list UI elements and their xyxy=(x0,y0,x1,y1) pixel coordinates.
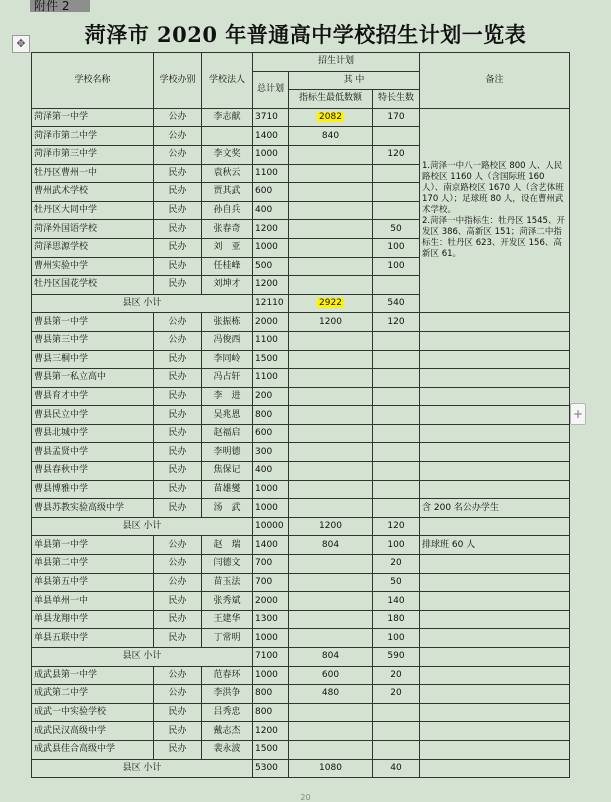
legal-person-cell: 孙自兵 xyxy=(202,201,253,220)
total-plan-cell: 1100 xyxy=(253,369,289,388)
school-name-cell: 菏泽第一中学 xyxy=(32,108,154,127)
notes-cell xyxy=(420,350,570,369)
school-name-cell: 曹县民立中学 xyxy=(32,406,154,425)
legal-person-cell: 李文奖 xyxy=(202,145,253,164)
total-plan-cell: 600 xyxy=(253,424,289,443)
notes-cell xyxy=(420,387,570,406)
legal-person-cell: 赵 瑞 xyxy=(202,536,253,555)
specialty-cell: 540 xyxy=(373,294,420,313)
quota-cell xyxy=(289,740,373,759)
quota-cell xyxy=(289,164,373,183)
notes-cell xyxy=(420,480,570,499)
school-name-cell: 菏泽思源学校 xyxy=(32,238,154,257)
school-name-cell: 曹县育才中学 xyxy=(32,387,154,406)
total-plan-cell: 1500 xyxy=(253,350,289,369)
attachment-label: 附件 2 xyxy=(30,0,90,12)
specialty-cell: 120 xyxy=(373,313,420,332)
school-type-cell: 公办 xyxy=(154,108,202,127)
school-type-cell: 民办 xyxy=(154,164,202,183)
legal-person-cell: 贾其武 xyxy=(202,183,253,202)
notes-cell: 排球班 60 人 xyxy=(420,536,570,555)
total-plan-cell: 1100 xyxy=(253,164,289,183)
school-name-cell: 成武一中实验学校 xyxy=(32,703,154,722)
specialty-cell xyxy=(373,443,420,462)
notes-cell xyxy=(420,313,570,332)
legal-person-cell: 戴志杰 xyxy=(202,722,253,741)
specialty-cell: 140 xyxy=(373,592,420,611)
total-plan-cell: 1500 xyxy=(253,740,289,759)
school-name-cell: 曹县春秋中学 xyxy=(32,462,154,481)
legal-person-cell: 苗玉法 xyxy=(202,573,253,592)
school-type-cell: 民办 xyxy=(154,740,202,759)
total-plan-cell: 300 xyxy=(253,443,289,462)
total-plan-cell: 1100 xyxy=(253,331,289,350)
specialty-cell: 100 xyxy=(373,536,420,555)
school-type-cell: 公办 xyxy=(154,145,202,164)
school-name-cell: 牡丹区国花学校 xyxy=(32,276,154,295)
specialty-cell xyxy=(373,424,420,443)
school-name-cell: 成武第二中学 xyxy=(32,685,154,704)
school-type-cell: 民办 xyxy=(154,183,202,202)
school-name-cell: 菏泽市第二中学 xyxy=(32,127,154,146)
school-name-cell: 曹县北城中学 xyxy=(32,424,154,443)
subtotal-label: 县区 小计 xyxy=(32,517,253,536)
school-name-cell: 曹县第一中学 xyxy=(32,313,154,332)
table-row xyxy=(32,703,570,722)
subtotal-label: 县区 小计 xyxy=(32,294,253,313)
header-specialty: 特长生数 xyxy=(373,90,420,109)
quota-cell: 600 xyxy=(289,666,373,685)
legal-person-cell: 张秀斌 xyxy=(202,592,253,611)
legal-person-cell: 闫德文 xyxy=(202,555,253,574)
school-type-cell: 民办 xyxy=(154,592,202,611)
legal-person-cell: 张振栋 xyxy=(202,313,253,332)
legal-person-cell: 吕秀忠 xyxy=(202,703,253,722)
school-type-cell: 民办 xyxy=(154,722,202,741)
legal-person-cell: 丁常明 xyxy=(202,629,253,648)
school-type-cell: 民办 xyxy=(154,443,202,462)
specialty-cell: 100 xyxy=(373,238,420,257)
school-type-cell: 公办 xyxy=(154,573,202,592)
notes-cell xyxy=(420,740,570,759)
notes-cell xyxy=(420,592,570,611)
specialty-cell: 20 xyxy=(373,685,420,704)
legal-person-cell: 王建华 xyxy=(202,610,253,629)
header-legal-person: 学校法人 xyxy=(202,53,253,109)
total-plan-cell: 800 xyxy=(253,406,289,425)
notes-cell xyxy=(420,629,570,648)
school-type-cell: 民办 xyxy=(154,499,202,518)
quota-cell: 2082 xyxy=(289,108,373,127)
school-type-cell: 民办 xyxy=(154,238,202,257)
table-row xyxy=(32,331,570,350)
legal-person-cell: 张春奇 xyxy=(202,220,253,239)
table-row xyxy=(32,740,570,759)
subtotal-row xyxy=(32,648,570,667)
add-column-icon[interactable]: + xyxy=(570,403,586,425)
school-type-cell: 公办 xyxy=(154,536,202,555)
notes-cell xyxy=(420,517,570,536)
specialty-cell xyxy=(373,201,420,220)
school-type-cell: 民办 xyxy=(154,406,202,425)
specialty-cell: 180 xyxy=(373,610,420,629)
school-name-cell: 曹县孟贤中学 xyxy=(32,443,154,462)
school-name-cell: 单县第一中学 xyxy=(32,536,154,555)
school-type-cell: 民办 xyxy=(154,276,202,295)
notes-cell xyxy=(420,722,570,741)
legal-person-cell xyxy=(202,127,253,146)
quota-cell xyxy=(289,387,373,406)
school-name-cell: 菏泽外国语学校 xyxy=(32,220,154,239)
quota-cell xyxy=(289,238,373,257)
specialty-cell xyxy=(373,350,420,369)
school-type-cell: 民办 xyxy=(154,610,202,629)
total-plan-cell: 2000 xyxy=(253,592,289,611)
table-move-handle-icon[interactable]: ✥ xyxy=(12,35,30,53)
school-type-cell: 民办 xyxy=(154,387,202,406)
total-plan-cell: 400 xyxy=(253,201,289,220)
legal-person-cell: 李洪争 xyxy=(202,685,253,704)
legal-person-cell: 李明德 xyxy=(202,443,253,462)
school-type-cell: 民办 xyxy=(154,369,202,388)
table-row xyxy=(32,462,570,481)
total-plan-cell: 700 xyxy=(253,555,289,574)
total-plan-cell: 1000 xyxy=(253,666,289,685)
school-type-cell: 民办 xyxy=(154,350,202,369)
notes-cell xyxy=(420,685,570,704)
total-plan-cell: 1300 xyxy=(253,610,289,629)
legal-person-cell: 李同岭 xyxy=(202,350,253,369)
school-type-cell: 公办 xyxy=(154,685,202,704)
total-plan-cell: 1200 xyxy=(253,722,289,741)
table-row xyxy=(32,536,570,555)
header-school-type: 学校办别 xyxy=(154,53,202,109)
notes-cell xyxy=(420,424,570,443)
notes-cell xyxy=(420,666,570,685)
total-plan-cell: 1000 xyxy=(253,145,289,164)
total-plan-cell: 1000 xyxy=(253,480,289,499)
quota-cell xyxy=(289,703,373,722)
table-row xyxy=(32,108,570,127)
table-row xyxy=(32,592,570,611)
quota-cell: 480 xyxy=(289,685,373,704)
specialty-cell xyxy=(373,387,420,406)
legal-person-cell: 汤 武 xyxy=(202,499,253,518)
specialty-cell xyxy=(373,331,420,350)
total-plan-cell: 1200 xyxy=(253,276,289,295)
total-plan-cell: 1400 xyxy=(253,127,289,146)
legal-person-cell: 吴兆恩 xyxy=(202,406,253,425)
school-type-cell: 公办 xyxy=(154,666,202,685)
total-plan-cell: 3710 xyxy=(253,108,289,127)
quota-cell xyxy=(289,145,373,164)
quota-cell xyxy=(289,406,373,425)
specialty-cell xyxy=(373,740,420,759)
school-name-cell: 曹州实验中学 xyxy=(32,257,154,276)
legal-person-cell: 袁秋云 xyxy=(202,164,253,183)
subtotal-label: 县区 小计 xyxy=(32,648,253,667)
specialty-cell xyxy=(373,462,420,481)
table-row xyxy=(32,610,570,629)
subtotal-label: 县区 小计 xyxy=(32,759,253,778)
specialty-cell xyxy=(373,164,420,183)
legal-person-cell: 任桂峰 xyxy=(202,257,253,276)
legal-person-cell: 苗雄燮 xyxy=(202,480,253,499)
table-row xyxy=(32,480,570,499)
total-plan-cell: 7100 xyxy=(253,648,289,667)
quota-cell xyxy=(289,499,373,518)
notes-cell xyxy=(420,610,570,629)
specialty-cell: 170 xyxy=(373,108,420,127)
school-name-cell: 牡丹区曹州一中 xyxy=(32,164,154,183)
school-name-cell: 成武民汉高级中学 xyxy=(32,722,154,741)
quota-cell xyxy=(289,201,373,220)
table-row xyxy=(32,443,570,462)
school-type-cell: 公办 xyxy=(154,313,202,332)
total-plan-cell: 1400 xyxy=(253,536,289,555)
school-name-cell: 单县第二中学 xyxy=(32,555,154,574)
quota-cell xyxy=(289,592,373,611)
quota-cell xyxy=(289,610,373,629)
total-plan-cell: 1000 xyxy=(253,629,289,648)
quota-cell xyxy=(289,276,373,295)
legal-person-cell: 刘 亚 xyxy=(202,238,253,257)
quota-cell xyxy=(289,555,373,574)
quota-cell xyxy=(289,629,373,648)
page-number: 20 xyxy=(300,793,311,802)
specialty-cell: 20 xyxy=(373,666,420,685)
quota-cell: 840 xyxy=(289,127,373,146)
header-quota-min: 指标生最低数额 xyxy=(289,90,373,109)
quota-cell: 1080 xyxy=(289,759,373,778)
header-row xyxy=(32,53,570,72)
school-type-cell: 公办 xyxy=(154,555,202,574)
total-plan-cell: 12110 xyxy=(253,294,289,313)
quota-cell xyxy=(289,331,373,350)
school-type-cell: 民办 xyxy=(154,703,202,722)
header-total: 总计划 xyxy=(253,71,289,108)
legal-person-cell: 焦保记 xyxy=(202,462,253,481)
quota-cell xyxy=(289,183,373,202)
total-plan-cell: 1000 xyxy=(253,499,289,518)
quota-cell xyxy=(289,722,373,741)
subtotal-row xyxy=(32,759,570,778)
quota-cell: 1200 xyxy=(289,517,373,536)
table-row xyxy=(32,350,570,369)
table-row xyxy=(32,387,570,406)
school-name-cell: 单县龙翔中学 xyxy=(32,610,154,629)
notes-heze-cell: 1.菏泽一中八一路校区 800 人、人民路校区 1160 人（含国际班 160 人）、南京路校区 1670 人（含艺体班 170 人）；足球班 80 人，设在曹州武术学校。 2.菏泽一中指标生：牡丹区 1545、开发区 386、高新区 151；菏泽二中指标生：牡丹区 623、开发区 156、高新区 61。 xyxy=(420,108,570,313)
notes-cell xyxy=(420,462,570,481)
table-row xyxy=(32,369,570,388)
table-row xyxy=(32,629,570,648)
notes-cell xyxy=(420,759,570,778)
notes-cell xyxy=(420,331,570,350)
legal-person-cell: 李志献 xyxy=(202,108,253,127)
specialty-cell xyxy=(373,406,420,425)
specialty-cell: 100 xyxy=(373,257,420,276)
quota-cell: 804 xyxy=(289,536,373,555)
legal-person-cell: 刘坤才 xyxy=(202,276,253,295)
notes-cell xyxy=(420,573,570,592)
notes-cell xyxy=(420,406,570,425)
table-row xyxy=(32,313,570,332)
school-name-cell: 成武县第一中学 xyxy=(32,666,154,685)
school-type-cell: 民办 xyxy=(154,220,202,239)
table-row xyxy=(32,555,570,574)
notes-cell xyxy=(420,555,570,574)
school-name-cell: 菏泽市第三中学 xyxy=(32,145,154,164)
specialty-cell xyxy=(373,499,420,518)
school-type-cell: 民办 xyxy=(154,424,202,443)
table-row xyxy=(32,424,570,443)
specialty-cell xyxy=(373,703,420,722)
quota-cell xyxy=(289,220,373,239)
specialty-cell: 20 xyxy=(373,555,420,574)
total-plan-cell: 10000 xyxy=(253,517,289,536)
school-name-cell: 曹县三桐中学 xyxy=(32,350,154,369)
specialty-cell xyxy=(373,369,420,388)
school-type-cell: 公办 xyxy=(154,331,202,350)
legal-person-cell: 范春环 xyxy=(202,666,253,685)
legal-person-cell: 赵福启 xyxy=(202,424,253,443)
total-plan-cell: 500 xyxy=(253,257,289,276)
subtotal-row xyxy=(32,517,570,536)
specialty-cell: 120 xyxy=(373,517,420,536)
school-type-cell: 公办 xyxy=(154,127,202,146)
header-school-name: 学校名称 xyxy=(32,53,154,109)
school-type-cell: 民办 xyxy=(154,629,202,648)
legal-person-cell: 冯占轩 xyxy=(202,369,253,388)
table-row xyxy=(32,685,570,704)
total-plan-cell: 1200 xyxy=(253,220,289,239)
quota-cell: 1200 xyxy=(289,313,373,332)
total-plan-cell: 1000 xyxy=(253,238,289,257)
legal-person-cell: 冯俊西 xyxy=(202,331,253,350)
table-row xyxy=(32,666,570,685)
specialty-cell: 120 xyxy=(373,145,420,164)
specialty-cell: 590 xyxy=(373,648,420,667)
specialty-cell: 50 xyxy=(373,573,420,592)
specialty-cell xyxy=(373,183,420,202)
legal-person-cell: 裴永波 xyxy=(202,740,253,759)
total-plan-cell: 200 xyxy=(253,387,289,406)
school-name-cell: 曹州武术学校 xyxy=(32,183,154,202)
quota-cell xyxy=(289,443,373,462)
specialty-cell xyxy=(373,480,420,499)
total-plan-cell: 800 xyxy=(253,703,289,722)
notes-cell xyxy=(420,369,570,388)
school-type-cell: 民办 xyxy=(154,201,202,220)
specialty-cell xyxy=(373,276,420,295)
quota-cell xyxy=(289,350,373,369)
total-plan-cell: 400 xyxy=(253,462,289,481)
school-name-cell: 曹县苏教实验高级中学 xyxy=(32,499,154,518)
school-name-cell: 曹县第一私立高中 xyxy=(32,369,154,388)
quota-cell: 2922 xyxy=(289,294,373,313)
specialty-cell: 100 xyxy=(373,629,420,648)
table-row xyxy=(32,573,570,592)
specialty-cell: 50 xyxy=(373,220,420,239)
specialty-cell: 40 xyxy=(373,759,420,778)
school-type-cell: 民办 xyxy=(154,257,202,276)
school-type-cell: 民办 xyxy=(154,462,202,481)
table-row xyxy=(32,722,570,741)
quota-cell xyxy=(289,257,373,276)
school-name-cell: 成武县佳合高级中学 xyxy=(32,740,154,759)
notes-cell xyxy=(420,648,570,667)
school-type-cell: 民办 xyxy=(154,480,202,499)
quota-cell xyxy=(289,369,373,388)
header-notes: 备注 xyxy=(420,53,570,109)
specialty-cell xyxy=(373,127,420,146)
school-name-cell: 牡丹区大同中学 xyxy=(32,201,154,220)
specialty-cell xyxy=(373,722,420,741)
total-plan-cell: 2000 xyxy=(253,313,289,332)
quota-cell: 804 xyxy=(289,648,373,667)
enrollment-plan-table xyxy=(31,52,570,778)
quota-cell xyxy=(289,480,373,499)
table-row xyxy=(32,499,570,518)
total-plan-cell: 800 xyxy=(253,685,289,704)
school-name-cell: 单县第五中学 xyxy=(32,573,154,592)
school-name-cell: 单县五联中学 xyxy=(32,629,154,648)
notes-cell: 含 200 名公办学生 xyxy=(420,499,570,518)
school-name-cell: 曹县第三中学 xyxy=(32,331,154,350)
table-row xyxy=(32,406,570,425)
quota-cell xyxy=(289,462,373,481)
school-name-cell: 曹县博雅中学 xyxy=(32,480,154,499)
header-among: 其 中 xyxy=(289,71,420,90)
page-title: 菏泽市 2020 年普通高中学校招生计划一览表 xyxy=(84,22,527,47)
quota-cell xyxy=(289,424,373,443)
notes-cell xyxy=(420,443,570,462)
total-plan-cell: 700 xyxy=(253,573,289,592)
header-plan-group: 招生计划 xyxy=(253,53,420,72)
school-name-cell: 单县单州一中 xyxy=(32,592,154,611)
notes-cell xyxy=(420,703,570,722)
total-plan-cell: 5300 xyxy=(253,759,289,778)
legal-person-cell: 李 进 xyxy=(202,387,253,406)
total-plan-cell: 600 xyxy=(253,183,289,202)
quota-cell xyxy=(289,573,373,592)
